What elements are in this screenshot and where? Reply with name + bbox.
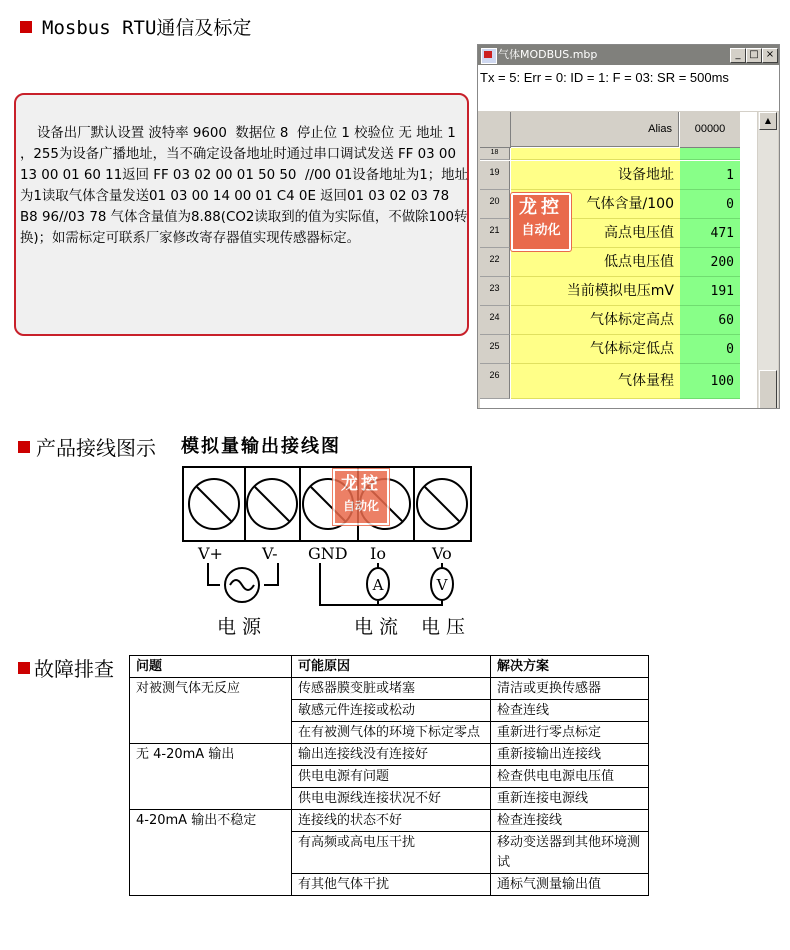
grid-row-value[interactable]: 200 (680, 248, 740, 277)
scroll-up-arrow-icon[interactable]: ▲ (759, 112, 777, 130)
bullet-square-icon (18, 662, 30, 674)
grid-row-partial[interactable] (480, 148, 740, 160)
cause-cell: 有高频或高电压干扰 (292, 832, 491, 874)
grid-row-value[interactable]: 471 (680, 219, 740, 248)
window-title: 气体MODBUS.mbp (498, 48, 598, 61)
grid-row-value[interactable]: 60 (680, 306, 740, 335)
cause-cell: 供电电源有问题 (292, 766, 491, 788)
problem-cell: 无 4-20mA 输出 (130, 744, 292, 810)
grid-row-number: 22 (480, 248, 510, 277)
grid-row-value[interactable] (680, 148, 740, 160)
row-number-header (480, 112, 511, 148)
register-grid[interactable] (480, 112, 757, 409)
cause-cell: 传感器膜变脏或堵塞 (292, 678, 491, 700)
grid-row[interactable] (480, 306, 740, 335)
problem-cell: 4-20mA 输出不稳定 (130, 810, 292, 896)
grid-row-number: 20 (480, 190, 510, 219)
grid-row-alias[interactable]: 气体标定高点 (511, 306, 680, 335)
grid-row[interactable] (480, 335, 740, 364)
grid-row-number: 21 (480, 219, 510, 248)
minimize-button[interactable]: _ (730, 48, 746, 63)
grid-row-number: 25 (480, 335, 510, 364)
current-label: 电 流 (354, 616, 399, 638)
grid-row-number: 23 (480, 277, 510, 306)
default-settings-box (14, 93, 469, 336)
terminal-screw-icon (247, 479, 297, 529)
cause-cell: 供电电源线连接状况不好 (292, 788, 491, 810)
solution-cell: 移动变送器到其他环境测试 (491, 832, 649, 874)
ac-source-icon (225, 568, 259, 602)
grid-row-value[interactable]: 1 (680, 161, 740, 190)
modbus-section-title-text: Mosbus RTU通信及标定 (42, 17, 252, 39)
maximize-button[interactable]: □ (746, 48, 762, 63)
wiring-section-title-text: 产品接线图示 (36, 436, 156, 460)
voltmeter-icon (431, 568, 453, 600)
grid-row-alias[interactable]: 低点电压值 (511, 248, 680, 277)
solution-cell: 检查连接线 (491, 810, 649, 832)
wire-vminus (264, 563, 278, 585)
modbus-app-icon (481, 48, 497, 64)
close-button[interactable]: × (762, 48, 778, 63)
troubleshooting-table (129, 655, 649, 896)
fault-section-title-text: 故障排查 (34, 657, 114, 681)
grid-row-alias[interactable]: 气体量程 (511, 364, 680, 399)
vertical-scrollbar[interactable] (758, 112, 778, 409)
voltage-label: 电 压 (421, 616, 466, 638)
table-header-cell: 可能原因 (292, 656, 491, 678)
solution-cell: 重新接输出连接线 (491, 744, 649, 766)
logo-stamp-line1: 龙控 (341, 474, 381, 494)
grid-row-number: 19 (480, 161, 510, 190)
logo-stamp (333, 469, 389, 525)
ammeter-letter: A (372, 576, 384, 594)
solution-cell: 通标气测量输出值 (491, 874, 649, 896)
terminal-screw-icon (189, 479, 239, 529)
grid-row-alias[interactable]: 设备地址 (511, 161, 680, 190)
ammeter-icon (367, 568, 389, 600)
fault-section-title (18, 653, 114, 682)
power-label: 电 源 (217, 616, 262, 638)
grid-row[interactable] (480, 277, 740, 306)
wire-vplus (208, 563, 220, 585)
grid-row[interactable] (480, 364, 740, 399)
terminal-label-vminus: V- (262, 544, 278, 563)
grid-row-alias[interactable] (511, 148, 680, 160)
cause-cell: 在有被测气体的环境下标定零点 (292, 722, 491, 744)
value-column-header[interactable]: 00000 (680, 112, 740, 148)
terminal-label-vplus: V+ (198, 544, 223, 563)
grid-row-value[interactable]: 191 (680, 277, 740, 306)
cause-cell: 输出连接线没有连接好 (292, 744, 491, 766)
solution-cell: 重新连接电源线 (491, 788, 649, 810)
modbus-section-title (20, 13, 251, 40)
terminal-label-vo: Vo (432, 544, 452, 563)
poll-status-line: Tx = 5: Err = 0: ID = 1: F = 03: SR = 500ms (478, 65, 780, 111)
grid-row-number: 24 (480, 306, 510, 335)
grid-row[interactable] (480, 248, 740, 277)
window-title-bar[interactable] (478, 45, 779, 65)
grid-row-alias[interactable]: 气体含量/100 (511, 190, 680, 219)
alias-column-header[interactable]: Alias (511, 112, 679, 147)
scroll-thumb[interactable] (759, 370, 777, 409)
table-header-cell: 问题 (130, 656, 292, 678)
table-row (130, 678, 649, 700)
terminal-label-io: Io (370, 544, 386, 563)
cause-cell: 敏感元件连接或松动 (292, 700, 491, 722)
cause-cell: 连接线的状态不好 (292, 810, 491, 832)
problem-cell: 对被测气体无反应 (130, 678, 292, 744)
logo-stamp-line2: 自动化 (342, 499, 379, 513)
solution-cell: 重新进行零点标定 (491, 722, 649, 744)
solution-cell: 检查连线 (491, 700, 649, 722)
grid-row[interactable] (480, 161, 740, 190)
grid-row-number: 18 (480, 148, 510, 160)
grid-row-alias[interactable]: 当前模拟电压mV (511, 277, 680, 306)
solution-cell: 检查供电电源电压值 (491, 766, 649, 788)
cause-cell: 有其他气体干扰 (292, 874, 491, 896)
logo-stamp-line2: 自动化 (521, 223, 561, 238)
grid-row-value[interactable]: 100 (680, 364, 740, 399)
bullet-square-icon (18, 441, 30, 453)
voltmeter-letter: V (436, 576, 448, 594)
table-header-cell: 解决方案 (491, 656, 649, 678)
grid-row-value[interactable]: 0 (680, 335, 740, 364)
wiring-diagram-title: 模拟量输出接线图 (181, 436, 341, 457)
logo-stamp-line1: 龙控 (519, 197, 563, 218)
grid-row-alias[interactable]: 高点电压值 (511, 219, 680, 248)
wiring-section-title (18, 432, 156, 461)
table-header-row (130, 656, 649, 678)
solution-cell: 清洁或更换传感器 (491, 678, 649, 700)
grid-row-alias[interactable]: 气体标定低点 (511, 335, 680, 364)
grid-row-number: 26 (480, 364, 510, 399)
default-settings-text: 设备出厂默认设置 波特率 9600 数据位 8 停止位 1 校验位 无 地址 1 ，255为设备广播地址，当不确定设备地址时通过串口调试发送 FF 03 00 13 00 01 60 11返回 FF 03 02 00 01 50 50 //00 01设备地址为1；地址为1读取气体含量发送01 03 00 14 00 01 C4 0E 返回01 03 02 03 78 B8 96//03 78 气体含量值为8.88(CO2读取到的值为实际值，不做除100转换)；如需标定可联系厂家修改寄存器值实现传感器标定。 (20, 126, 468, 246)
bullet-square-icon (20, 21, 32, 33)
logo-stamp (511, 193, 571, 251)
table-row (130, 810, 649, 832)
grid-row-value[interactable]: 0 (680, 190, 740, 219)
terminal-label-gnd: GND (308, 544, 348, 563)
terminal-screw-icon (417, 479, 467, 529)
table-row (130, 744, 649, 766)
